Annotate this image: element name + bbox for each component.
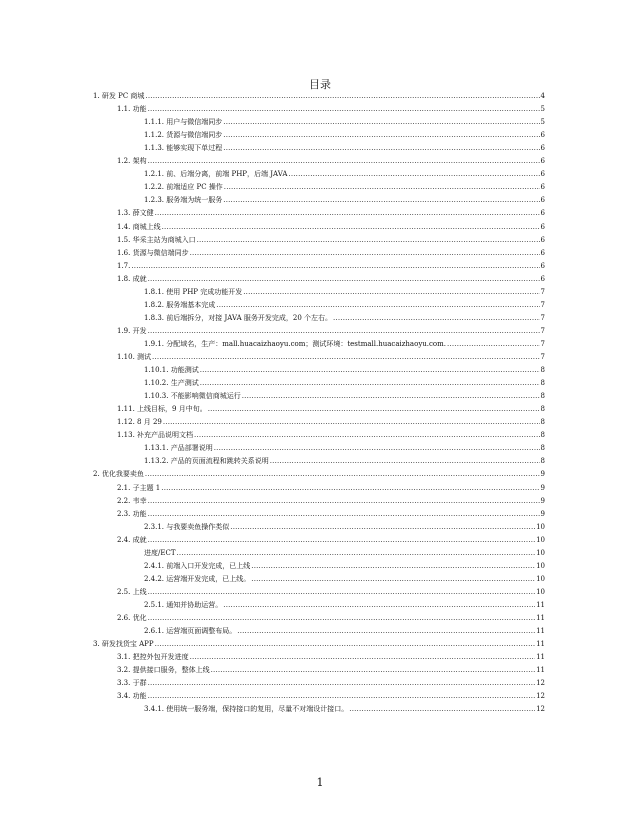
toc-entry-page: 6 bbox=[540, 170, 545, 179]
toc-leader-dots bbox=[242, 390, 540, 403]
toc-leader-dots bbox=[148, 508, 540, 521]
toc-entry-page: 5 bbox=[540, 118, 545, 127]
toc-leader-dots bbox=[194, 429, 539, 442]
toc-leader-dots bbox=[223, 142, 539, 155]
toc-entry[interactable] bbox=[144, 377, 545, 390]
toc-entry-text: 1.13.2. 产品的页面流程和跳转关系说明 bbox=[144, 457, 269, 466]
toc-leader-dots bbox=[148, 586, 535, 599]
toc-entry-text: 2.2. 韦幸 bbox=[117, 496, 147, 505]
toc-entry-text: 1.8.2. 服务端基本完成 bbox=[144, 300, 216, 309]
toc-entry[interactable] bbox=[117, 534, 545, 547]
toc-entry-page: 11 bbox=[536, 666, 545, 675]
toc-entry-page: 6 bbox=[540, 144, 545, 153]
toc-entry[interactable] bbox=[144, 364, 545, 377]
toc-entry[interactable] bbox=[93, 468, 545, 481]
toc-entry[interactable] bbox=[144, 312, 545, 325]
toc-entry-page: 11 bbox=[536, 627, 545, 636]
toc-entry[interactable] bbox=[144, 599, 545, 612]
toc-entry[interactable] bbox=[117, 495, 545, 508]
toc-entry-page: 6 bbox=[540, 261, 545, 270]
toc-entry-text: 1.13. 补充产品说明文档 bbox=[117, 431, 194, 440]
toc-entry-text: 2.3. 功能 bbox=[117, 509, 147, 518]
toc-leader-dots bbox=[230, 521, 535, 534]
toc-leader-dots bbox=[161, 482, 539, 495]
toc-leader-dots bbox=[152, 351, 539, 364]
toc-entry-page: 7 bbox=[540, 300, 545, 309]
toc-leader-dots bbox=[155, 207, 540, 220]
toc-entry-page: 6 bbox=[540, 235, 545, 244]
toc-entry[interactable] bbox=[144, 573, 545, 586]
toc-leader-dots bbox=[251, 560, 535, 573]
toc-entry-page: 10 bbox=[536, 522, 545, 531]
toc-entry-text: 1.4. 商城上线 bbox=[117, 222, 161, 231]
toc-entry[interactable] bbox=[117, 690, 545, 703]
toc-leader-dots bbox=[190, 247, 540, 260]
toc-entry-text: 2.5. 上线 bbox=[117, 587, 147, 596]
toc-entry[interactable] bbox=[144, 142, 545, 155]
toc-entry-text: 1.9. 开发 bbox=[117, 326, 147, 335]
toc-entry-page: 8 bbox=[540, 405, 545, 414]
toc-entry-text: 1.6. 货源与微信端同步 bbox=[117, 248, 189, 257]
toc-entry-page: 8 bbox=[540, 379, 545, 388]
toc-entry-text: 1.1. 功能 bbox=[117, 105, 147, 114]
toc-leader-dots bbox=[223, 599, 535, 612]
toc-entry[interactable] bbox=[117, 508, 545, 521]
toc-entry-text: 1.5. 华采主站为商城入口 bbox=[117, 235, 196, 244]
toc-leader-dots bbox=[200, 364, 540, 377]
toc-leader-dots bbox=[214, 442, 540, 455]
toc-entry-page: 6 bbox=[540, 248, 545, 257]
toc-entry[interactable] bbox=[117, 247, 545, 260]
toc-entry[interactable] bbox=[117, 612, 545, 625]
toc-leader-dots bbox=[131, 260, 539, 273]
toc-leader-dots bbox=[148, 690, 535, 703]
toc-leader-dots bbox=[224, 181, 540, 194]
toc-entry-page: 8 bbox=[540, 457, 545, 466]
toc-entry-text: 1.10.3. 不能影响微信商城运行 bbox=[144, 392, 241, 401]
toc-entry-text: 3.3. 于群 bbox=[117, 679, 147, 688]
toc-entry-text: 1.8.3. 前后端拆分，对接 JAVA 服务开发完成，20 个左右。 bbox=[144, 313, 332, 322]
toc-entry-page: 7 bbox=[540, 287, 545, 296]
toc-leader-dots bbox=[333, 312, 540, 325]
toc-leader-dots bbox=[197, 234, 540, 247]
toc-entry-text: 1.10. 测试 bbox=[117, 353, 152, 361]
toc-leader-dots bbox=[349, 703, 535, 716]
toc-leader-dots bbox=[148, 273, 540, 286]
toc-entry[interactable] bbox=[144, 560, 545, 573]
toc-entry-text: 1.10.1. 功能测试 bbox=[144, 366, 199, 375]
toc-entry-text: 2. 优化我要卖鱼 bbox=[93, 470, 144, 479]
toc-entry[interactable] bbox=[117, 416, 545, 429]
toc-entry[interactable] bbox=[117, 482, 545, 495]
toc-entry-page: 10 bbox=[536, 574, 545, 583]
toc-entry[interactable] bbox=[117, 273, 545, 286]
toc-entry-text: 1.3. 薛文健 bbox=[117, 209, 154, 218]
toc-leader-dots bbox=[223, 194, 539, 207]
toc-entry-page: 9 bbox=[540, 483, 545, 492]
toc-leader-dots bbox=[148, 103, 540, 116]
toc-entry-page: 10 bbox=[536, 561, 545, 570]
toc-leader-dots bbox=[216, 299, 539, 312]
toc-entry[interactable] bbox=[117, 651, 545, 664]
toc-leader-dots bbox=[145, 468, 540, 481]
toc-entry-page: 11 bbox=[536, 600, 545, 609]
toc-entry-text: 1.1.2. 货源与微信端同步 bbox=[144, 131, 223, 140]
toc-entry-text: 1.13.1. 产品部署说明 bbox=[144, 444, 213, 453]
toc-leader-dots bbox=[447, 338, 540, 351]
toc-leader-dots bbox=[177, 547, 536, 560]
toc-entry-page: 6 bbox=[540, 196, 545, 205]
toc-entry[interactable] bbox=[117, 207, 545, 220]
toc-entry[interactable] bbox=[117, 586, 545, 599]
toc-entry-page: 8 bbox=[540, 366, 545, 375]
toc-entry-page: 7 bbox=[540, 339, 545, 348]
toc-entry-text: 3.4. 功能 bbox=[117, 692, 147, 701]
page-number: 1 bbox=[316, 776, 324, 789]
toc-entry-page: 6 bbox=[540, 183, 545, 192]
toc-entry-text: 1.8.1. 使用 PHP 完成功能开发 bbox=[144, 287, 243, 296]
toc-entry-text: 1.2.2. 前端适应 PC 操作 bbox=[144, 183, 223, 192]
toc-entry[interactable] bbox=[117, 677, 545, 690]
toc-leader-dots bbox=[190, 651, 535, 664]
toc-entry-page: 8 bbox=[540, 444, 545, 453]
toc-entry[interactable] bbox=[144, 168, 545, 181]
toc-leader-dots bbox=[163, 416, 540, 429]
toc-entry[interactable] bbox=[117, 664, 545, 677]
toc-entry-page: 9 bbox=[540, 470, 545, 479]
toc-entry-page: 6 bbox=[540, 157, 545, 166]
toc-entry[interactable] bbox=[144, 129, 545, 142]
toc-leader-dots bbox=[270, 455, 540, 468]
toc-entry-text: 2.5.1. 通知并协助运营。 bbox=[144, 600, 223, 609]
toc-entry-text: 1.12. 8 月 29 bbox=[117, 418, 162, 427]
toc-entry-text: 1.8. 成就 bbox=[117, 274, 147, 283]
toc-title: 目录 bbox=[309, 78, 331, 91]
toc-entry[interactable] bbox=[144, 338, 545, 351]
toc-entry-page: 10 bbox=[536, 587, 545, 596]
toc-entry-page: 12 bbox=[536, 705, 545, 714]
toc-entry[interactable] bbox=[144, 521, 545, 534]
toc-entry-page: 10 bbox=[536, 548, 545, 557]
toc-entry[interactable] bbox=[144, 390, 545, 403]
toc-entry[interactable] bbox=[93, 638, 545, 651]
toc-leader-dots bbox=[148, 325, 540, 338]
toc-leader-dots bbox=[145, 90, 539, 103]
toc-entry[interactable] bbox=[117, 429, 545, 442]
toc-entry-text: 2.4.2. 运营端开发完成，已上线。 bbox=[144, 574, 251, 583]
toc-entry[interactable] bbox=[144, 286, 545, 299]
toc-entry-text: 1.2.1. 前、后端分离，前端 PHP，后端 JAVA bbox=[144, 170, 288, 179]
toc-entry-text: 1.2. 架构 bbox=[117, 157, 147, 166]
toc-entry-page: 6 bbox=[540, 131, 545, 140]
toc-entry-text: 1.11. 上线目标，9 月中旬。 bbox=[117, 405, 207, 414]
toc-entry-page: 7 bbox=[540, 326, 545, 335]
toc-entry[interactable] bbox=[144, 116, 545, 129]
toc-entry-page: 6 bbox=[540, 222, 545, 231]
toc-leader-dots bbox=[223, 129, 539, 142]
toc-entry[interactable] bbox=[144, 181, 545, 194]
toc-entry-text: 1.1.1. 用户与微信端同步 bbox=[144, 118, 223, 127]
toc-entry[interactable] bbox=[117, 260, 545, 273]
toc-entry-page: 6 bbox=[540, 209, 545, 218]
toc-entry-page: 4 bbox=[540, 92, 545, 100]
toc-entry-text: 3.1. 把控外包开发进度 bbox=[117, 653, 189, 662]
toc-leader-dots bbox=[200, 377, 540, 390]
toc-entry-page: 8 bbox=[540, 392, 545, 401]
toc-leader-dots bbox=[288, 168, 539, 181]
toc-entry[interactable] bbox=[93, 90, 545, 103]
toc-entry-text: 1.7. bbox=[117, 261, 131, 270]
toc-entry[interactable] bbox=[144, 703, 545, 716]
toc-entry[interactable] bbox=[144, 455, 545, 468]
toc-entry[interactable] bbox=[144, 442, 545, 455]
toc-leader-dots bbox=[148, 495, 540, 508]
toc-entry[interactable] bbox=[144, 299, 545, 312]
toc-entry[interactable] bbox=[144, 547, 545, 560]
toc-entry-page: 12 bbox=[536, 679, 545, 688]
toc-entry-text: 3. 研发找货宝 APP bbox=[93, 640, 154, 649]
toc-entry-page: 11 bbox=[536, 640, 545, 649]
toc-entry[interactable] bbox=[117, 325, 545, 338]
toc-entry[interactable] bbox=[117, 351, 545, 364]
toc-entry-page: 8 bbox=[540, 418, 545, 427]
toc-entry-page: 9 bbox=[540, 509, 545, 518]
toc-leader-dots bbox=[148, 534, 535, 547]
toc-entry[interactable] bbox=[117, 155, 545, 168]
toc-entry[interactable] bbox=[144, 625, 545, 638]
toc-entry-text: 1.1.3. 能够实现下单过程 bbox=[144, 144, 223, 153]
toc-leader-dots bbox=[237, 625, 535, 638]
toc-entry[interactable] bbox=[117, 234, 545, 247]
toc-leader-dots bbox=[148, 677, 535, 690]
toc-leader-dots bbox=[208, 403, 540, 416]
toc-entry-page: 12 bbox=[536, 692, 545, 701]
toc-entry[interactable] bbox=[117, 403, 545, 416]
toc-leader-dots bbox=[148, 612, 535, 625]
toc-entry-page: 6 bbox=[540, 274, 545, 283]
toc-entry-page: 8 bbox=[540, 431, 545, 440]
toc-leader-dots bbox=[155, 638, 535, 651]
toc-entry-text: 2.3.1. 与我要卖鱼操作类似 bbox=[144, 522, 230, 531]
toc-entry-page: 7 bbox=[540, 313, 545, 322]
toc-leader-dots bbox=[251, 573, 535, 586]
toc-entry[interactable] bbox=[117, 221, 545, 234]
toc-entry[interactable] bbox=[117, 103, 545, 116]
toc-entry-text: 1.2.3. 服务端为统一服务 bbox=[144, 196, 223, 205]
toc-entry-text: 2.1. 子主题 1 bbox=[117, 483, 161, 492]
toc-leader-dots bbox=[243, 286, 539, 299]
toc-entry-text: 3.2. 提供接口服务，整体上线 bbox=[117, 666, 210, 675]
toc-entry-page: 9 bbox=[540, 496, 545, 505]
toc-entry-text: 2.4.1. 前端入口开发完成，已上线 bbox=[144, 561, 251, 570]
toc-leader-dots bbox=[223, 116, 539, 129]
toc-leader-dots bbox=[162, 221, 540, 234]
toc-entry-text: 3.4.1. 使用统一服务端，保持接口的复用，尽量不对端设计接口。 bbox=[144, 705, 349, 714]
toc-entry[interactable] bbox=[144, 194, 545, 207]
toc-entry-text: 1.9.1. 分配域名，生产：mall.huacaizhaoyu.com；测试环境：testmall.huacaizhaoyu.com. bbox=[144, 339, 447, 348]
toc-entry-page: 7 bbox=[540, 353, 545, 361]
toc-entry-text: 1. 研发 PC 商城 bbox=[93, 92, 145, 100]
toc-entry-page: 11 bbox=[536, 614, 545, 622]
toc-entry-text: 2.6. 优化 bbox=[117, 614, 147, 622]
toc-entry-text: 1.10.2. 生产测试 bbox=[144, 379, 199, 388]
toc-entry-text: 进度/ECT bbox=[144, 548, 176, 557]
toc-entry-text: 2.6.1. 运营端页面调整布局。 bbox=[144, 627, 237, 636]
toc-leader-dots bbox=[211, 664, 535, 677]
toc-leader-dots bbox=[148, 155, 540, 168]
toc-entry-text: 2.4. 成就 bbox=[117, 535, 147, 544]
toc-entry-page: 10 bbox=[536, 535, 545, 544]
toc-entry-page: 5 bbox=[540, 105, 545, 114]
toc-entry-page: 11 bbox=[536, 653, 545, 662]
